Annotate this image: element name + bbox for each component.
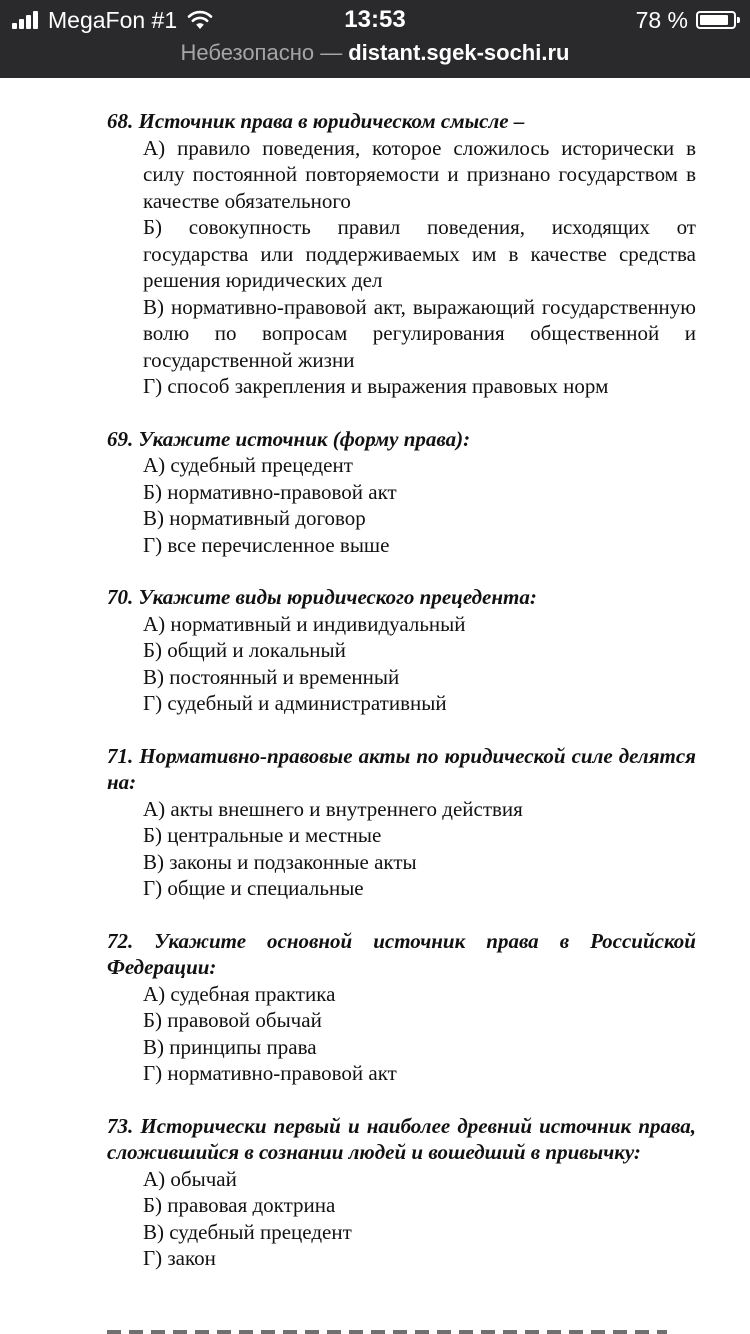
answer-option: Г) судебный и административный [143, 691, 447, 715]
battery-group [636, 6, 736, 34]
answer-option: Г) все перечисленное выше [143, 532, 390, 557]
answer-option: Г) закон [143, 1246, 216, 1270]
answer-option: Б) нормативно-правовой акт [143, 479, 397, 504]
answer-option: Б) общий и локальный [143, 638, 346, 662]
answer-option: Б) центральные и местные [143, 823, 382, 847]
answer-option: А) судебный прецедент [143, 453, 353, 477]
document-content [107, 108, 696, 1298]
browser-top-bar [0, 0, 750, 78]
battery-icon [696, 11, 736, 29]
answer-option: А) нормативный и индивидуальный [143, 611, 466, 636]
answer-option: В) нормативно-правовой акт, выражающий государственную волю по вопросам регулирования общественной и государственной жизни [143, 294, 696, 372]
answer-option: А) акты внешнего и внутреннего действия [143, 796, 523, 821]
question-title: 68. Источник права в юридическом смысле – [107, 109, 525, 133]
answer-option: В) постоянный и временный [143, 664, 400, 689]
question-title: 69. Укажите источник (форму права): [107, 426, 471, 451]
question-block [107, 1113, 696, 1272]
answer-option: Г) общие и специальные [143, 876, 364, 900]
site-domain: distant.sgek-sochi.ru [348, 40, 570, 65]
answer-option: Б) правовой обычай [143, 1008, 322, 1032]
question-block [107, 108, 696, 400]
answer-option: Г) способ закрепления и выражения правовых норм [143, 374, 609, 398]
answer-option: В) принципы права [143, 1034, 317, 1059]
battery-percentage: 78 % [635, 7, 688, 33]
answer-option: Б) совокупность правил поведения, исходящих от государства или поддерживаемых им в качестве средства решения юридических дел [143, 215, 696, 292]
carrier-name: MegaFon #1 [48, 7, 178, 33]
next-question-cutoff [107, 1322, 667, 1334]
answer-option: А) обычай [143, 1166, 237, 1191]
answer-option: В) нормативный договор [143, 506, 366, 530]
answer-option: В) законы и подзаконные акты [143, 849, 417, 874]
question-block [107, 743, 696, 902]
answer-option: А) судебная практика [143, 981, 336, 1006]
question-title: 73. Исторически первый и наиболее древний источник права, сложившийся в сознании людей и вошедший в привычку: [107, 1113, 696, 1164]
security-label: Небезопасно — [180, 40, 343, 65]
question-block [107, 928, 696, 1087]
address-bar[interactable] [0, 38, 750, 68]
status-bar [0, 0, 750, 40]
question-title: 72. Укажите основной источник права в Российской Федерации: [107, 928, 696, 979]
answer-option: В) судебный прецедент [143, 1219, 352, 1244]
answer-option: А) правило поведения, которое сложилось исторически в силу постоянной повторяемости и признано государством в качестве обязательного [143, 135, 696, 213]
question-block [107, 584, 696, 717]
answer-option: Г) нормативно-правовой акт [143, 1061, 397, 1085]
question-title: 70. Укажите виды юридического прецедента: [107, 585, 537, 609]
answer-option: Б) правовая доктрина [143, 1193, 336, 1217]
question-block [107, 426, 696, 559]
question-title: 71. Нормативно-правовые акты по юридической силе делятся на: [107, 743, 696, 794]
clock: 13:53 [344, 6, 406, 33]
